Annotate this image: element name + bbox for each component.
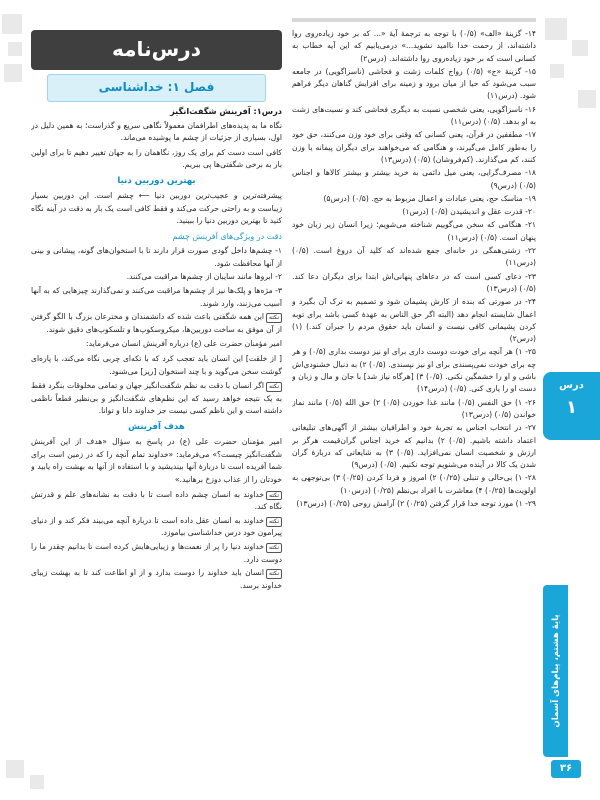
note-tag: نکته [266, 517, 282, 527]
answer-item: ۱۵- گزینهٔ «ج» (۰/۵) رواج کلمات زشت و فحاشی (ناسزاگویی) در جامعه سبب می‌شود که حیا از میان برود و زمینه برای افزایش گناهان دیگر فراهم شود. (درس۱۱) [292, 66, 536, 101]
note-text: اگر انسان با دقت به نظم شگفت‌انگیز جهان و تمامی مخلوقات بنگرد فقط به یک نتیجه خواهد رسید که این نظم‌های شگفت‌انگیز و بی‌نظیر قطعاً ناظمی داشته است و این ناظم کسی نیست جز خداوند دانا و توانا. [31, 381, 282, 416]
chapter-title: فصل ۱: خداشناسی [98, 80, 215, 94]
subheading: دقت در ویژگی‌های آفرینش چشم [172, 231, 282, 241]
answer-item: ۲۷- در انتخاب اجناس به تجربهٔ خود و اطرافیان بیشتر از آگهی‌های تبلیغاتی اعتماد داشته باشیم. (۰/۵) ۲) بدانیم که خرید اجناس گران‌قیمت هرگز بر ارزش و شخصیت انسان نمی‌افزاید. (۰/۵) ۳) به شایعاتی که دربارهٔ گران شدن یک کالا در آینده می‌شنویم توجه نکنیم. (۰/۵) (درس۹) [292, 423, 536, 470]
paragraph: پیشرفته‌ترین و عجیب‌ترین دوربین دنیا ⟵ چشم است. این دوربین بسیار زیباست و به راحتی حرکت می‌کند و فقط کافی است یک بار به دقت در آینه نگاه کنید تا بهترین دوربین دنیا را ببینید. [31, 191, 282, 226]
note [31, 380, 282, 418]
lesson-tab-number: ۱ [566, 397, 577, 418]
answer-item: ۲۹- ۱) مورد توجه خدا قرار گرفتن (۰/۲۵) ۲) آرامش روحی (۰/۲۵) (درس۱۳) [296, 498, 536, 508]
lesson-tab-word: درس [559, 380, 584, 391]
answer-item: ۲۰- قدرت عقل و اندیشیدن (۰/۵) (درس۱) [402, 207, 536, 217]
page-number: ۳۶ [551, 760, 581, 778]
answer-item: ۱۸- مصرف‌گرایی، یعنی میل دائمی به خرید بیشتر و بیشتر کالاها و اجناس (۰/۵) (درس۹) [292, 168, 536, 190]
answer-item: ۲۶- ۱) حق النفس (۰/۵) مانند غذا خوردن (۰/۵) ۲) حق الله (۰/۵) مانند نماز خواندن (۰/۵) (درس۱۳) [292, 397, 536, 419]
lesson-tab [543, 372, 600, 440]
decor-square [8, 42, 22, 56]
book-title-text: پایهٔ هشتم، پیام‌های آسمان [550, 614, 561, 728]
section-heading: بهترین دوربین دنیا [117, 175, 196, 186]
note-tag: نکته [266, 491, 282, 501]
note [31, 311, 282, 336]
banner [31, 30, 282, 70]
list-item: ۲- ابروها مانند سایبان از چشم‌ها مراقبت می‌کنند. [126, 272, 282, 282]
section-heading: هدف آفرینش [128, 421, 185, 432]
note-tag: نکته [266, 382, 282, 392]
decor-square [578, 90, 596, 108]
note-tag: نکته [266, 313, 282, 323]
answer-item: ۲۱- هنگامی که سخن می‌گوییم شناخته می‌شویم؛ زیرا انسان زیر زبان خود پنهان است. (۰/۵) (درس۱۱) [292, 220, 536, 242]
note-text: این همه شگفتی باعث شده که دانشمندان و مخترعان بزرگ با الگو گرفتن از آن موفق به ساخت دوربین‌ها، میکروسکوپ‌ها و تلسکوپ‌های دقیق شوند. [31, 312, 282, 334]
lesson-summary-column [31, 30, 282, 745]
decor-square [30, 775, 44, 789]
answer-item: ۲۲- زشتی‌همگی در خانه‌ای جمع شده‌اند که کلید آن دروغ است. (۰/۵) (درس۱۱) [292, 246, 536, 268]
answer-item: ۲۴- در صورتی که بنده از کارش پشیمان شود و تصمیم به ترک آن بگیرد و اعمال شایسته انجام دهد (البته اگر حق الناس به عهدهٔ کسی باشد برای توبه کردن پشیمانی کافی نیست و انسان باید حقوق مردم را جبران کند.) (۱) (درس۲) [292, 297, 536, 344]
decor-square [550, 64, 564, 78]
list-item-text: خداوند به انسان چشم داده است تا با دقت به نشانه‌های علم و قدرتش نگاه کند. [31, 489, 282, 512]
chapter-box [47, 74, 266, 102]
answer-item: ۲۸- ۱) بی‌حالی و تنبلی (۰/۲۵) ۲) امروز و فردا کردن (۰/۲۵) ۳) بی‌توجهی به اولویت‌ها (۰/۲۵) ۴) معاشرت با افراد بی‌نظم (۰/۲۵) (درس۱۰) [292, 473, 536, 495]
paragraph: [ از خلقت] این انسان باید تعجب کرد که با تکه‌ای چربی نگاه می‌کند، با پاره‌ای گوشت سخن می‌گوید و با چند استخوان [ریز] می‌شنود. [31, 353, 282, 376]
decor-square [2, 14, 22, 34]
paragraph: نگاه ما به پدیده‌های اطرافمان معمولاً نگاهی سریع و گذراست؛ به همین دلیل در اول، بسیاری از جزئیات از چشم ما پوشیده می‌ماند. [31, 120, 282, 143]
decor-square [6, 760, 24, 778]
paragraph: امیر مؤمنان حضرت علی (ع) در پاسخ به سؤال «هدف از این آفرینش شگفت‌انگیز چیست؟» می‌فرماید: «خداوند تمام آنچه را که در زمین است برای شما آفریده است تا دربارهٔ آنها بیندیشید و با استفاده از آنها به بهشت راه یابید و خودتان را از عذاب دوزخ برهانید.» [31, 437, 282, 484]
list-item: ۱- چشم‌ها داخل گودی صورت قرار دارند تا با استخوان‌های گونه، پیشانی و بینی از آنها محافظت شود. [31, 246, 282, 268]
decor-square [545, 18, 567, 40]
list-item [31, 541, 282, 566]
answer-item: ۲۳- دعای کسی است که در دعاهای پنهانی‌اش ابتدا برای دیگران دعا کند. (۰/۵) (درس۱۳) [292, 271, 536, 293]
answer-key-column [292, 28, 536, 738]
answer-item: ۱۹- مناسک حج، یعنی عبادات و اعمال مربوط به حج. (۰/۵) (درس۵) [323, 193, 536, 203]
book-title-band [543, 585, 568, 757]
list-item-text: خداوند به انسان عقل داده است تا دربارهٔ آنچه می‌بیند فکر کند و از دنیای پیرامون خود درس خداشناسی بیاموزد. [31, 515, 282, 538]
paragraph: کافی است دست کم برای یک روز، نگاهمان را به جهان تغییر دهیم تا برای اولین بار به برخی شگفتی‌ها پی ببریم. [31, 147, 282, 170]
answer-item: ۱۷- مطففین در قرآن، یعنی کسانی که وقتی برای خود وزن می‌کنند، حق خود را به‌طور کامل می‌گیرند، و هنگامی که می‌خواهند برای دیگران پیمانه یا وزن کنند، کم می‌گذارند. (کم‌فروشان) (۰/۵) (درس۱۳) [292, 130, 536, 164]
decor-square [4, 64, 22, 82]
decor-square [572, 40, 588, 56]
top-rule [292, 18, 536, 22]
paragraph: امیر مؤمنان حضرت علی (ع) درباره آفرینش انسان می‌فرماید: [86, 339, 282, 349]
lesson-title: درس۱: آفرینش شگفت‌انگیز [170, 105, 282, 116]
note-tag: نکته [266, 543, 282, 553]
list-item [31, 489, 282, 514]
note-tag: نکته [266, 569, 282, 579]
list-item-text: انسان باید خداوند را دوست بدارد و از او اطاعت کند تا به بهشت زیبای خداوند برسد. [31, 568, 282, 590]
answer-item: ۱۶- ناسزاگویی، یعنی شخصی نسبت به دیگری فحاشی کند و نسبت‌های زشت به او بدهد. (۰/۵) (درس۱۱) [292, 104, 536, 127]
answer-item: ۱۴- گزینهٔ «الف» (۰/۵) با توجه به ترجمهٔ آیهٔ «... که بر خود زیاده‌روی روا داشته‌اند، از رحمت خدا ناامید نشوید...» درمی‌یابیم که این آیه خطاب به کسانی است که بر خود زیاده‌روی روا داشته‌اند. (درس۲) [292, 29, 536, 63]
list-item-text: خداوند دنیا را پر از نعمت‌ها و زیبایی‌هایش کرده است تا بدانیم چقدر ما را دوست دارد. [31, 541, 282, 564]
answer-item: ۲۵- ۱) هر آنچه برای خودت دوست داری برای او نیز دوست بداری (۰/۵) و هر چه برای خودت نمی‌پسندی برای او نیز نپسندی. (۰/۵) ۲) به دنبال خشنودی‌اش باشی و او را خشمگین نکنی. (۰/۵) ۳) [هرگاه نیاز شد] با جان و مال و زبان و دست او را یاری کنی. (۰/۵) (درس۱۴) [292, 347, 536, 394]
list-item: ۳- مژه‌ها و پلک‌ها نیز از چشم‌ها مراقبت می‌کنند و نمی‌گذارند چیزهایی که به آنها آسیب می‌زنند، وارد شوند. [31, 285, 282, 308]
banner-title: درس‌نامه [112, 37, 201, 62]
list-item [31, 515, 282, 540]
list-item [31, 567, 282, 592]
